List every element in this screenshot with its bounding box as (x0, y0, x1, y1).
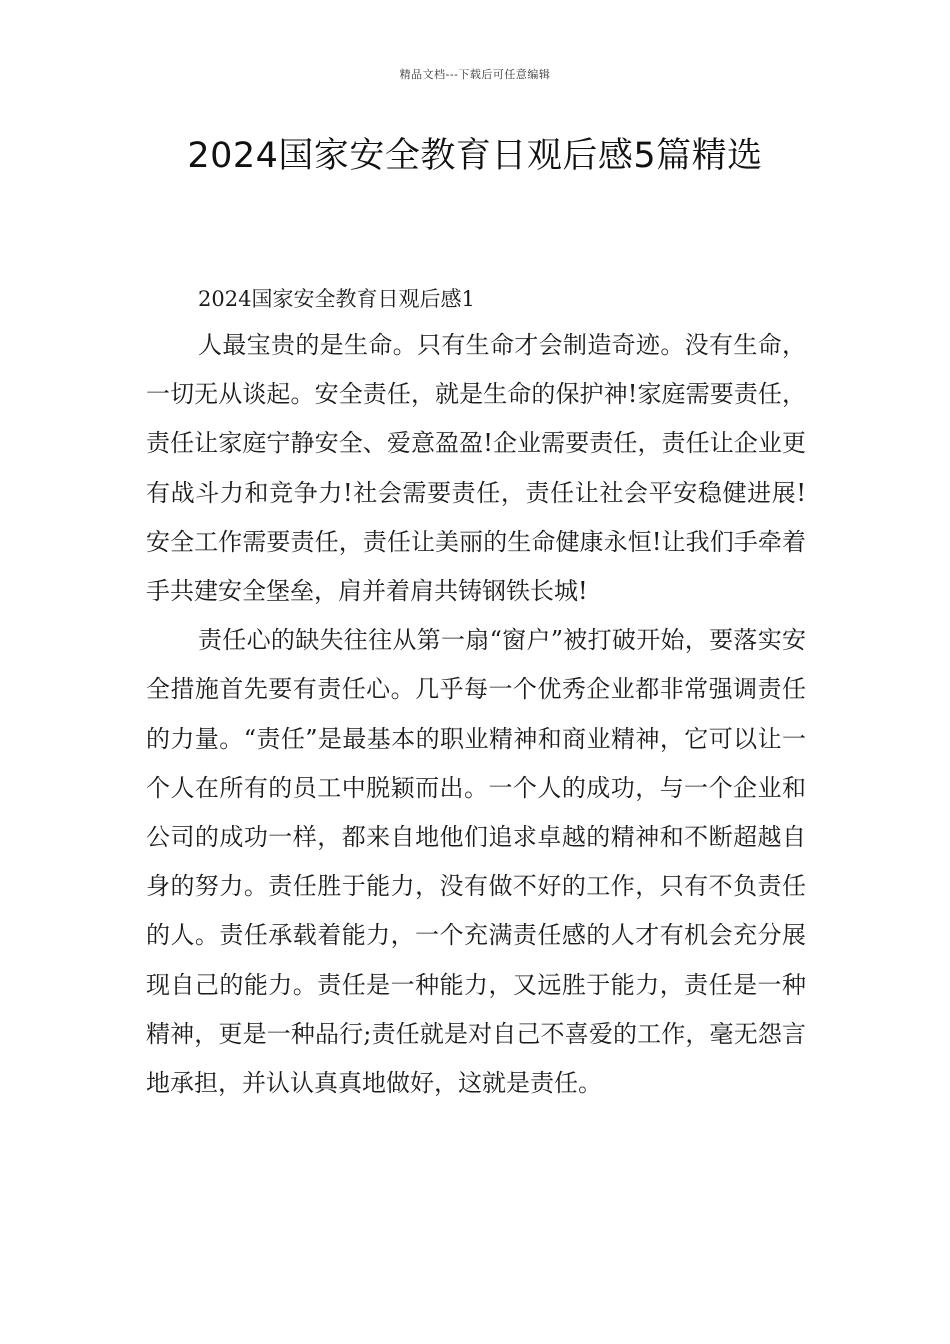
page-header-note: 精品文档---下载后可任意编辑 (399, 68, 551, 81)
document-body (146, 280, 806, 1108)
section-heading: 2024国家安全教育日观后感1 (198, 287, 475, 311)
paragraph-1: 人最宝贵的是生命。只有生命才会制造奇迹。没有生命，一切无从谈起。安全责任，就是生命的保护神!家庭需要责任，责任让家庭宁静安全、爱意盈盈!企业需要责任，责任让企业更有战斗力和竞争力!社会需要责任，责任让社会平安稳健进展!安全工作需要责任，责任让美丽的生命健康永恒!让我们手牵着手共建安全堡垒，肩并着肩共铸钢铁长城! (146, 331, 806, 606)
document-title: 2024国家安全教育日观后感5篇精选 (187, 136, 763, 176)
paragraph-2: 责任心的缺失往往从第一扇“窗户”被打破开始，要落实安全措施首先要有责任心。几乎每一个优秀企业都非常强调责任的力量。“责任”是最基本的职业精神和商业精神，它可以让一个人在所有的员工中脱颖而出。一个人的成功，与一个企业和公司的成功一样，都来自地他们追求卓越的精神和不断超越自身的努力。责任胜于能力，没有做不好的工作，只有不负责任的人。责任承载着能力，一个充满责任感的人才有机会充分展现自己的能力。责任是一种能力，又远胜于能力，责任是一种精神，更是一种品行;责任就是对自己不喜爱的工作，毫无怨言地承担，并认认真真地做好，这就是责任。 (146, 626, 806, 1098)
